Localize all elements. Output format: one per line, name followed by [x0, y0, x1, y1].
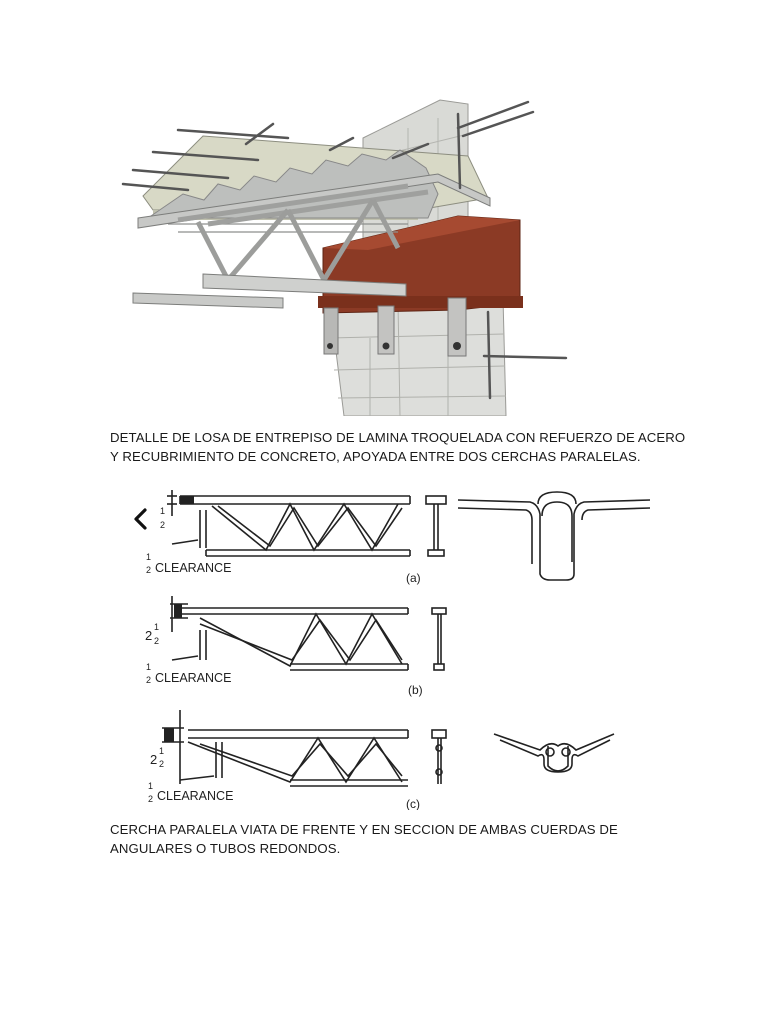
slab-caption: [110, 428, 686, 466]
truss-caption-line-2: ANGULARES O TUBOS REDONDOS.: [110, 841, 341, 856]
chevron-left-icon: [132, 507, 148, 531]
clearance-c-label: CLEARANCE: [157, 789, 234, 803]
clear-c-den: 2: [148, 794, 154, 804]
dim-c-whole: 2: [150, 752, 158, 767]
figure-tag-c: (c): [406, 797, 420, 810]
slab-caption-line-1: DETALLE DE LOSA DE ENTREPISO DE LAMINA TROQUELADA CON REFUERZO DE ACERO: [110, 430, 686, 445]
previous-page-button[interactable]: [128, 502, 152, 536]
clearance-b-label: CLEARANCE: [155, 671, 232, 685]
dim-a-den: 2: [160, 520, 166, 530]
clear-a-num: 1: [146, 552, 152, 562]
dim-c-den: 2: [159, 759, 165, 769]
figure-tag-b: (b): [408, 683, 423, 697]
truss-drawing: [140, 484, 660, 810]
clear-a-den: 2: [146, 565, 152, 575]
slab-caption-line-2: Y RECUBRIMIENTO DE CONCRETO, APOYADA ENTRE DOS CERCHAS PARALELAS.: [110, 449, 641, 464]
clearance-a-label: CLEARANCE: [155, 561, 232, 575]
dim-c-num: 1: [159, 746, 165, 756]
clear-b-num: 1: [146, 662, 152, 672]
dim-b-whole: 2: [145, 628, 153, 643]
truss-caption-line-1: CERCHA PARALELA VIATA DE FRENTE Y EN SECCION DE AMBAS CUERDAS DE: [110, 822, 618, 837]
dim-b-den: 2: [154, 636, 160, 646]
truss-caption: [110, 820, 670, 858]
dim-b-num: 1: [154, 622, 160, 632]
dim-a-num: 1: [160, 506, 166, 516]
clear-c-num: 1: [148, 781, 154, 791]
slab-illustration: [108, 98, 570, 416]
figure-tag-a: (a): [406, 571, 421, 585]
clear-b-den: 2: [146, 675, 152, 685]
